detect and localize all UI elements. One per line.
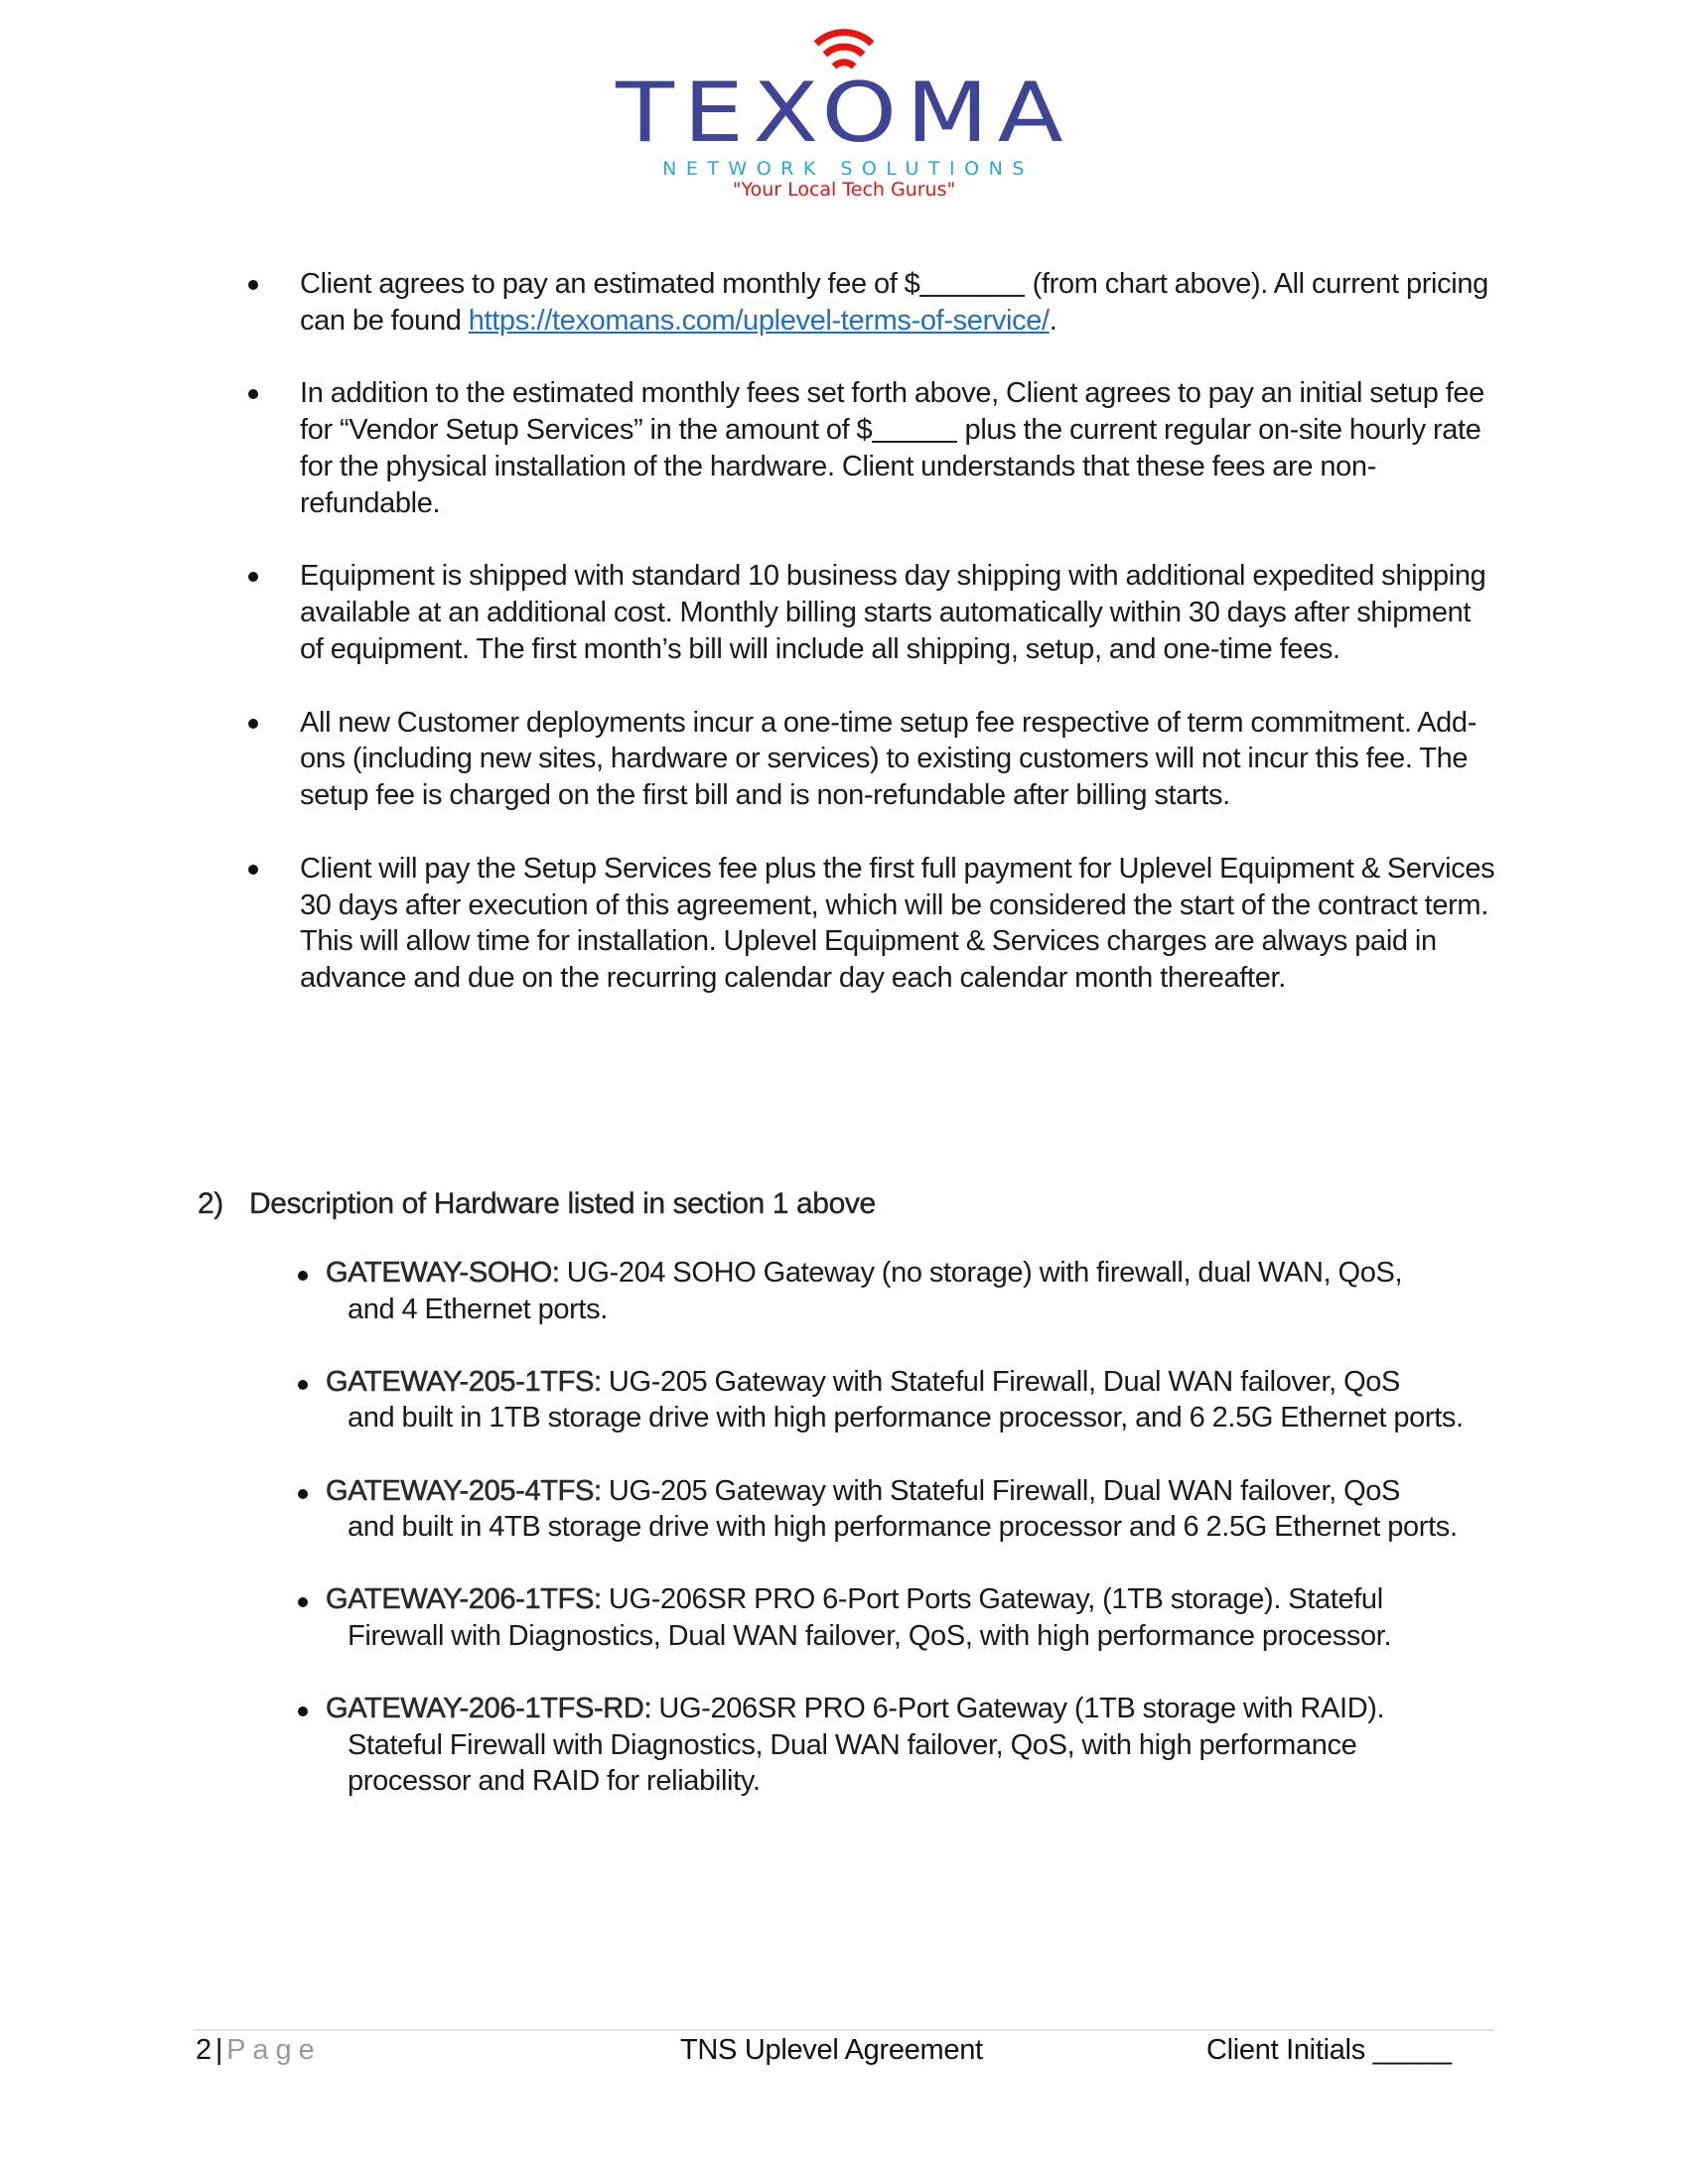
- term-text: Client agrees to pay an estimated monthly fee of $: [300, 268, 920, 300]
- hardware-name: GATEWAY-205-1TFS:: [326, 1365, 602, 1398]
- hardware-description: UG-206SR PRO 6-Port Ports Gateway, (1TB storage). Stateful: [601, 1583, 1383, 1616]
- bullet-icon: [298, 1489, 308, 1499]
- page-label: Page: [226, 2034, 322, 2066]
- logo-tagline: "Your Local Tech Gurus": [732, 179, 956, 201]
- hardware-description: UG-205 Gateway with Stateful Firewall, Dual WAN failover, QoS: [601, 1474, 1401, 1507]
- footer-document-title: TNS Uplevel Agreement: [680, 2034, 983, 2066]
- term-payment-schedule: [244, 851, 1495, 997]
- hardware-description: UG-206SR PRO 6-Port Gateway (1TB storage with RAID).: [651, 1693, 1385, 1725]
- bullet-icon: [298, 1706, 308, 1716]
- hardware-item: [294, 1691, 1485, 1800]
- hardware-name: GATEWAY-205-4TFS:: [326, 1474, 602, 1507]
- term-text: In addition to the estimated monthly fees set forth above, Client agrees to pay an initial setup fee for “Vendor Setup Services” in the amount of $: [300, 377, 1484, 447]
- bullet-icon: [248, 572, 258, 582]
- hardware-item: [294, 1364, 1485, 1436]
- term-shipping: [244, 558, 1495, 667]
- company-logo: [596, 28, 1092, 202]
- term-text: (from chart above). All current pricing can be found: [300, 268, 1488, 337]
- hardware-item: [294, 1473, 1485, 1546]
- hardware-description: UG-204 SOHO Gateway (no storage) with firewall, dual WAN, QoS,: [559, 1257, 1403, 1289]
- hardware-description: UG-205 Gateway with Stateful Firewall, Dual WAN failover, QoS: [601, 1365, 1401, 1398]
- bullet-icon: [298, 1271, 308, 1281]
- client-initials-field[interactable]: Client Initials _____: [1206, 2034, 1452, 2066]
- hardware-description-cont: Firewall with Diagnostics, Dual WAN failover, QoS, with high performance processor.: [348, 1619, 1392, 1652]
- hardware-name: GATEWAY-SOHO:: [326, 1257, 560, 1289]
- bullet-icon: [248, 280, 258, 290]
- hardware-name: GATEWAY-206-1TFS-RD:: [326, 1693, 652, 1725]
- term-text: All new Customer deployments incur a one-time setup fee respective of term commitment. Add-ons (including new sites, hardware or services) to existing customers will not incur this fee. The setup fee is charged on the first bill and is non-refundable after billing starts.: [300, 706, 1477, 812]
- hardware-description-cont: and 4 Ethernet ports.: [348, 1293, 608, 1325]
- logo-subtitle: NETWORK SOLUTIONS: [662, 158, 1034, 180]
- page-number: 2: [196, 2034, 211, 2066]
- term-deployment-fee: [244, 705, 1495, 814]
- bullet-icon: [298, 1380, 308, 1390]
- section-title: Description of Hardware listed in section 1 above: [249, 1187, 876, 1220]
- section-heading: [198, 1186, 876, 1222]
- hardware-item: [294, 1255, 1485, 1327]
- monthly-fee-blank[interactable]: [919, 271, 1025, 297]
- term-text: Equipment is shipped with standard 10 business day shipping with additional expedited shipping available at an additional cost. Monthly billing starts automatically within 30 days after shipment of equipment. The first month’s bill will include all shipping, setup, and one-time fees.: [300, 560, 1486, 665]
- page-separator: |: [214, 2034, 223, 2066]
- hardware-description-cont: Stateful Firewall with Diagnostics, Dual WAN failover, QoS, with high performance processor and RAID for reliability.: [348, 1728, 1357, 1798]
- hardware-name: GATEWAY-206-1TFS:: [326, 1583, 602, 1616]
- hardware-description-cont: and built in 4TB storage drive with high performance processor and 6 2.5G Ethernet ports.: [348, 1511, 1458, 1544]
- payment-terms-list: [244, 266, 1495, 1033]
- terms-of-service-link[interactable]: https://texomans.com/uplevel-terms-of-service/: [468, 304, 1050, 337]
- footer-page-number: [196, 2032, 322, 2068]
- term-text: .: [1049, 304, 1057, 337]
- bullet-icon: [298, 1597, 308, 1607]
- footer-divider: [194, 2029, 1494, 2031]
- setup-fee-blank[interactable]: [872, 417, 957, 443]
- section-number: 2): [198, 1187, 223, 1220]
- term-text: Client will pay the Setup Services fee plus the first full payment for Uplevel Equipment & Services 30 days after execution of this agreement, which will be considered the start of the contract term. This will allow time for installation. Uplevel Equipment & Services charges are always paid in advance and due on the recurring calendar day each calendar month thereafter.: [300, 852, 1495, 995]
- bullet-icon: [248, 865, 258, 875]
- bullet-icon: [248, 389, 258, 399]
- hardware-item: [294, 1581, 1485, 1654]
- term-setup-fee: [244, 375, 1495, 521]
- hardware-description-cont: and built in 1TB storage drive with high performance processor, and 6 2.5G Ethernet ports.: [348, 1402, 1464, 1434]
- logo-wordmark: TEXOMA: [616, 65, 1072, 161]
- hardware-list: [294, 1255, 1485, 1837]
- term-text: plus the current regular on-site hourly rate for the physical installation of the hardware. Client understands that these fees are non-refundable.: [300, 414, 1481, 519]
- term-monthly-fee: [244, 266, 1495, 340]
- bullet-icon: [248, 719, 258, 729]
